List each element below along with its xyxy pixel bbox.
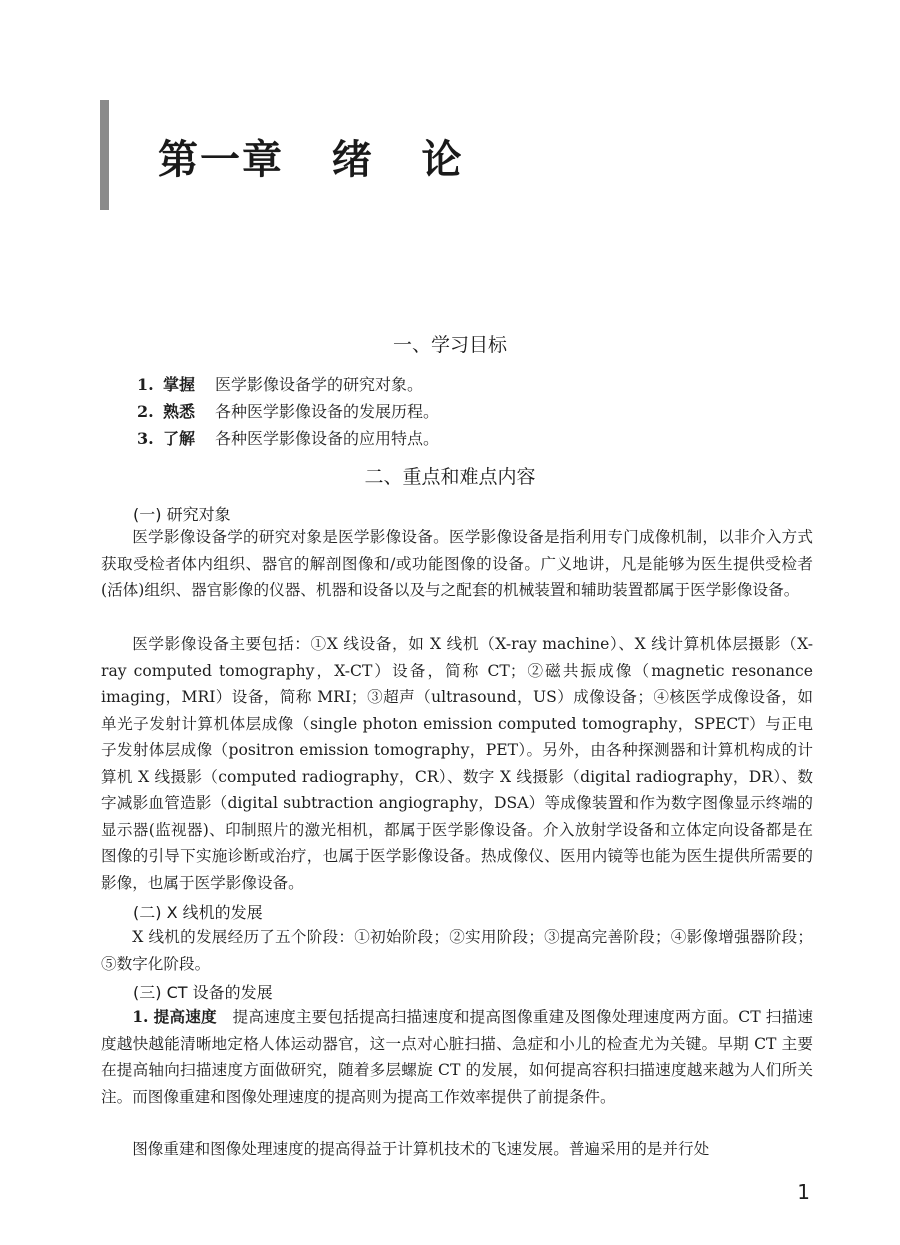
objective-text: 医学影像设备学的研究对象。	[215, 375, 424, 394]
objective-keyword: 了解	[163, 429, 196, 448]
paragraph-keyword: 提高速度	[153, 1007, 217, 1026]
paragraph-ct-speed	[101, 1004, 813, 1110]
objective-number: 2.	[137, 402, 154, 421]
objective-item	[137, 371, 439, 398]
paragraph-ct-speed-text: 提高速度主要包括提高扫描速度和提高图像重建及图像处理速度两方面。CT 扫描速度越快越能清晰地定格人体运动器官，这一点对心脏扫描、急症和小儿的检查尤为关键。早期 CT 主要在提高轴向扫描速度方面做研究，随着多层螺旋 CT 的发展，如何提高容积扫描速度越来越为人们所关注。而图像重建和图像处理速度的提高则为提高工作效率提供了前提条件。	[101, 1008, 813, 1106]
subsection-heading-xray: (二) X 线机的发展	[133, 903, 263, 922]
objective-text: 各种医学影像设备的发展历程。	[215, 402, 440, 421]
objective-item	[137, 425, 439, 452]
subsection-heading-research-object: (一) 研究对象	[133, 505, 231, 524]
objective-keyword: 掌握	[163, 375, 196, 394]
objective-number: 3.	[137, 429, 154, 448]
section-heading-key-points: 二、重点和难点内容	[364, 466, 536, 488]
objective-text: 各种医学影像设备的应用特点。	[215, 429, 440, 448]
subsection-heading-ct: (三) CT 设备的发展	[133, 983, 273, 1002]
paragraph-definition: 医学影像设备学的研究对象是医学影像设备。医学影像设备是指利用专门成像机制，以非介入方式获取受检者体内组织、器官的解剖图像和/或功能图像的设备。广义地讲，凡是能够为医生提供受检者(活体)组织、器官影像的仪器、机器和设备以及与之配套的机械装置和辅助装置都属于医学影像设备。	[101, 528, 813, 599]
paragraph-xray-stages: X 线机的发展经历了五个阶段：①初始阶段；②实用阶段；③提高完善阶段；④影像增强器阶段；⑤数字化阶段。	[101, 928, 813, 973]
objectives-list	[137, 371, 439, 452]
page-number: 1	[797, 1180, 810, 1204]
paragraph-number: 1.	[132, 1007, 149, 1026]
section-heading-objectives: 一、学习目标	[392, 334, 507, 356]
objective-number: 1.	[137, 375, 154, 394]
paragraph-equipment-list: 医学影像设备主要包括：①X 线设备，如 X 线机（X-ray machine）、X 线计算机体层摄影（X-ray computed tomography，X-CT）设备，简称 CT；②磁共振成像（magnetic resonance imaging，MRI）设备，简称 MRI；③超声（ultrasound，US）成像设备；④核医学成像设备，如单光子发射计算机体层成像（single photon emission computed tomography，SPECT）与正电子发射体层成像（positron emission tomography，PET）。另外，由各种探测器和计算机构成的计算机 X 线摄影（computed radiography，CR）、数字 X 线摄影（digital radiography，DR）、数字减影血管造影（digital subtraction angiography，DSA）等成像装置和作为数字图像显示终端的显示器(监视器)、印制照片的激光相机，都属于医学影像设备。介入放射学设备和立体定向设备都是在图像的引导下实施诊断或治疗，也属于医学影像设备。热成像仪、医用内镜等也能为医生提供所需要的影像，也属于医学影像设备。	[101, 635, 813, 892]
objective-keyword: 熟悉	[163, 402, 196, 421]
chapter-title: 第一章 绪 论	[158, 137, 464, 183]
objective-item	[137, 398, 439, 425]
chapter-bar	[100, 100, 109, 210]
paragraph-ct-reconstruction: 图像重建和图像处理速度的提高得益于计算机技术的飞速发展。普遍采用的是并行处	[132, 1140, 710, 1158]
